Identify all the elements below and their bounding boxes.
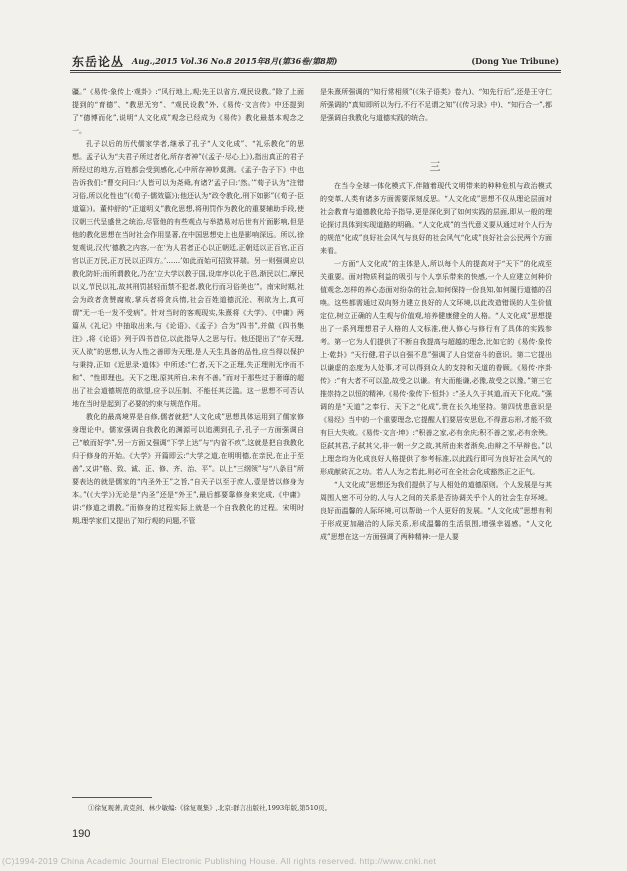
footnote: ①徐复观著,黄克剑、林少敏编:《徐复观集》,北京:群言出版社,1993年版,第510页。 [88,804,332,812]
paragraph: 疆。”《易传·象传上·观卦》:“风行地上,观;先王以省方,观民设教。”除了上面提到的“育德”、“教思无穷”、“观民设教”外,《易传·文言传》中还提到了“德博而化”,说明“人文化成”观念已经成为《易传》教化最基本观念之一。 [72,88,304,135]
journal-name: 东岳论丛 [72,55,125,69]
paragraph: “人文化成”思想还为我们提供了与人相处的道德原则。个人发展是与其周围人密不可分的,人与人之间的关系是否协调关乎个人的社会生存环境。良好而温馨的人际环境,可以帮助一个人更好的发展。“人文化成”思想有利于形成更加融洽的人际关系,形成温馨的生活氛围,增强幸福感。“人文化成”思想在这一方面强调了两种精神:一是人要 [320,481,552,541]
footnote-rule [72,797,152,798]
header-rule [70,70,561,71]
paragraph: 孔子以后的历代儒家学者,继承了孔子“人文化成”、“礼乐教化”的思想。孟子认为“夫君子所过者化,所存者神”(《孟子·尽心上》),指出真正的君子所经过的地方,百姓都会受到感化,心中所存神妙莫测。《孟子·告子下》中也告诉我们:“曹交问曰:‘人皆可以为尧舜,有诸?’孟子曰:‘然。’”荀子认为“注错习俗,所以化性也”(《荀子·儒效篇》);他还认为“政令教化,刑下如影”(《荀子·臣道篇》)。董仲舒的“正道明义”教化思想,将刑罚作为教化的重要辅助手段,使汉朝三代呈盛世之统治,尽管他的有些观点与举措易对后世有片面影响,但是他的教化思想在当时社会作用显著,在中国思想史上也是影响深远。所以,徐复观说,汉代‘德教之内容,一在‘为人君者正心以正朝廷,正朝廷以正百官,正百官以正万民,正万民以正四方。’……’如此而始可招致祥瑞。另一则强调应以教化防奸;而所谓教化,乃在‘立大学以教于国,设庠序以化于邑,渐民以仁,摩民以义,节民以礼,故其刑罚甚轻而禁不犯者,教化行而习俗美也’”。南宋时期,社会为政者贪赞腐败,掌兵者将贪兵惰,社会百姓道德沉沦、利欲为上,真可谓“无一毛一发不受病”。针对当时的客观现实,朱熹将《大学》、《中庸》两篇从《礼记》中抽取出来,与《论语》、《孟子》合为“四书”,并做《四书集注》,将《论语》列于四书首位,以此指导人之思与行。他还提出了“存天理,灭人欲”的思想,认为人性之善即为天理,是人天生具备的品性,应当得以保护与秉持,正如《近思录·道体》中所述:“仁者,天下之正理,失正理则无序而不和”、“性即理也。天下之理,原其所自,未有不善。”而对于那些过于奢靡的超出了社会道德规范的欲望,应予以压制、不能任其泛滥。这一思想不可否认地在当时是起到了必要的约束与规范作用。 [72,140,304,408]
paragraph: 一方面“人文化成”的主体是人,所以每个人的提高对于“天下”的化成至关重要。面对物质利益的吸引与个人享乐带来的快感,一个人应建立何种价值观念,怎样的养心态面对纷杂的社会,如何保持一份良知,如何履行道德的召唤。这些都需通过双向努力建立良好的人文环境,以此改造错误的人生价值定位,树立正确的人生观与价值观,培养健康健全的人格。“人文化成”思想提出了一系列理想君子人格的人文标准,使人修心与修行有了具体的实践参考。第一它为人们提供了不断自我提高与超越的理念,比如它的《易传·象传上·乾卦》“天行健,君子以自强不息”强调了人自觉奋斗的意识。第二它提出以谦虚的态度为人处事,才可以得到众人的支持和天道的眷顾。《易传·序卦传》:“有大者不可以盈,故受之以谦。有大而能谦,必豫,故受之以豫。”第三它推崇持之以恒的精神,《易传·象传下·恒卦》:“圣人久于其道,而天下化成。”强调的是“天道”之奉行、天下之“化成”,贵在长久地坚持。第四忧患意识是《易经》当中的一个重要理念,它提醒人们要居安思危,不得意忘形,才能不致有巨大失败。《易传·文言·坤》:“积善之家,必有余庆;积不善之家,必有余殃。臣弑其君,子弑其父,非一朝一夕之故,其所由来者渐矣,由辩之不早辩也。”以上理念均为化成良好人格提供了参考标准,以此践行即可为良好社会风气的形成献砖瓦之功。若人人为之若此,则必可在全社会化成豁然正之正气。 [320,260,552,476]
header-rule-thin [70,72,561,73]
left-column [72,86,304,786]
section-title: 三 [429,160,443,173]
journal-english-name: (Dong Yue Tribune) [471,56,559,66]
page-number: 190 [72,828,91,840]
paragraph: 在当今全球一体化模式下,伴随着现代文明带来的种种危机与政治模式的变革,人类有诸多方面需要深刻反思。“人文化成”思想不仅从理论层面对社会教育与道德教化给予指导,更是深化到了如何实践的层面,即从一般的理论探讨具体到实现道路的明确。“人文化成”的当代意义要从通过对个人行为的规范“化成”良好社会风气与良好的社会风气“化成”良好社会公民两个方面来看。 [320,182,552,255]
copyright-watermark: (C)1994-2019 China Academic Journal Electronic Publishing House. All rights reserved. http://www.cnki.net [2,856,437,866]
issue-info: Aug.,2015 Vol.36 No.8 2015年8月(第36卷/第8期) [132,56,338,66]
paragraph: 是朱熹所强调的“知行常相须”(《朱子语类》卷九)、“知先行后”,还是王守仁所强调的“真知即所以为行,不行不足谓之知”(《传习录》中)、“知行合一”,都是强调自我教化与道德实践的统合。 [320,88,552,122]
right-column [320,180,552,786]
paragraph: 教化的最高境界是自修,儒者就把“人文化成”思想具体运用到了儒家修身理论中。儒家强调自我教化的渊源可以追溯到孔子,孔子一方面强调自己“敏而好学”,另一方面又强调“下学上达”与“内省不疚”,这就是把自我教化归于修身的开始。《大学》开篇即云:“大学之道,在明明德,在亲民,在止于至善”,又讲“格、致、诚、正、修、齐、治、平”。以上“三纲领”与“八条目”所要表达的就是儒家的“内圣外王”之旨,“自天子以至于庶人,壹是皆以修身为本。”(《大学》)无论是“内圣”还是“外王”,最后都要靠修身来完成,《中庸》讲:“修道之谓教。”而修身的过程实际上就是一个自我教化的过程。宋明时期,理学家们又提出了知行观的问题,不管 [72,413,304,525]
right-column-top [320,86,552,146]
